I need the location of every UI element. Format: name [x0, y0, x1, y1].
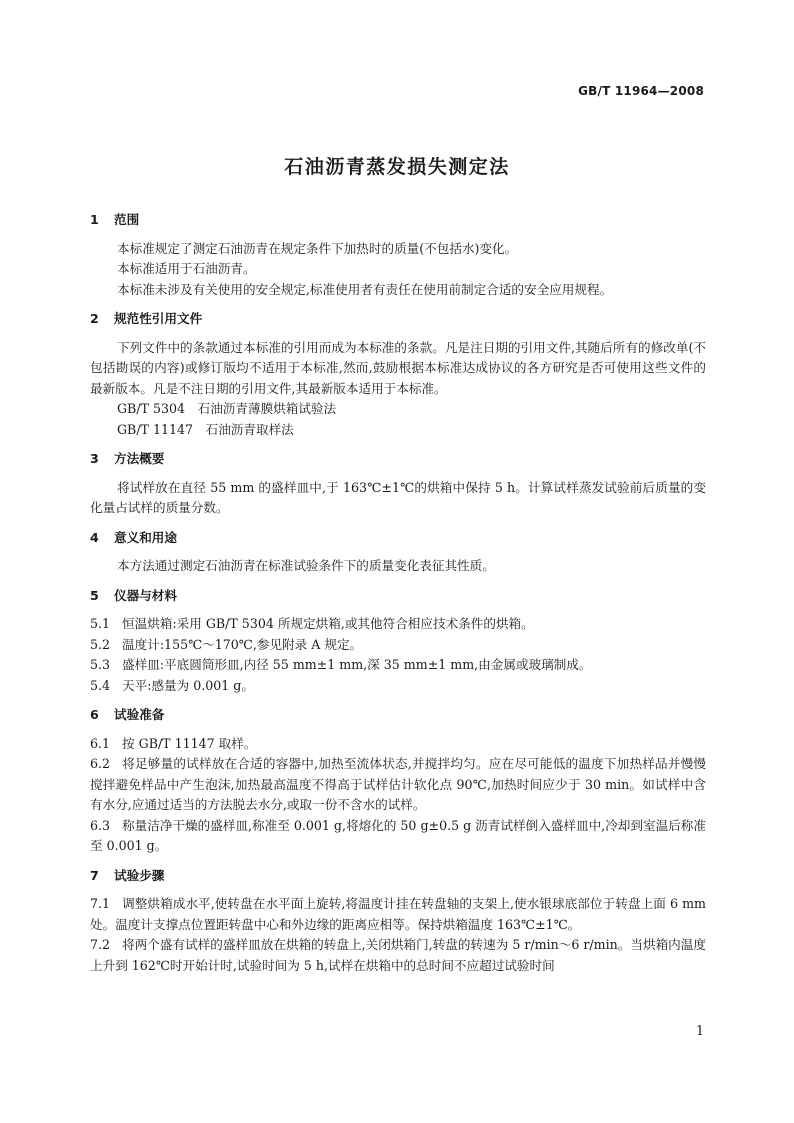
clause-text: 调整烘箱成水平,使转盘在水平面上旋转,将温度计挂在转盘轴的支架上,使水银球底部位于转盘上面 6 mm 处。温度计支撑点位置距转盘中心和外边缘的距离应相等。保持烘箱温度 163℃±1℃。	[90, 896, 706, 932]
clause-text: 按 GB/T 11147 取样。	[122, 735, 257, 751]
section-title: 试验准备	[114, 707, 165, 722]
clause	[90, 614, 706, 635]
section-heading	[90, 705, 706, 726]
clause-number: 5.3	[90, 657, 111, 672]
section-number: 1	[90, 212, 99, 227]
clause-number: 6.2	[90, 756, 111, 771]
paragraph: 下列文件中的条款通过本标准的引用而成为本标准的条款。凡是注日期的引用文件,其随后所有的修改单(不包括勘误的内容)或修订版均不适用于本标准,然而,鼓励根据本标准达成协议的各方研究是否可使用这些文件的最新版本。凡是不注日期的引用文件,其最新版本适用于本标准。	[90, 339, 706, 396]
clause	[90, 734, 706, 755]
clause-number: 7.1	[90, 896, 111, 911]
clause-number: 5.4	[90, 677, 111, 693]
section-number: 4	[90, 529, 99, 545]
section-number: 2	[90, 311, 99, 326]
document-body	[90, 210, 706, 985]
section-title: 方法概要	[114, 451, 165, 466]
clause-text: 恒温烘箱:采用 GB/T 5304 所规定烘箱,或其他符合相应技术条件的烘箱。	[122, 616, 534, 631]
clause-text: 称量洁净干燥的盛样皿,称准至 0.001 g,将熔化的 50 g±0.5 g 沥青试样倒入盛样皿中,冷却到室温后称准至 0.001 g。	[90, 817, 706, 853]
document-title: 石油沥青蒸发损失测定法	[284, 156, 510, 178]
section-scope	[90, 210, 706, 300]
paragraph: 本标准未涉及有关使用的安全规定,标准使用者有责任在使用前制定合适的安全应用规程。	[117, 281, 613, 297]
section-number: 6	[90, 707, 99, 722]
standard-code: GB/T 11964—2008	[578, 84, 704, 98]
section-preparation	[90, 705, 706, 857]
clause	[90, 754, 706, 816]
clause	[90, 935, 706, 976]
section-title: 范围	[114, 212, 140, 227]
reference-item: GB/T 11147 石油沥青取样法	[117, 421, 294, 437]
paragraph: 本方法通过测定石油沥青在标准试验条件下的质量变化表征其性质。	[117, 558, 495, 573]
clause	[90, 816, 706, 857]
paragraph: 将试样放在直径 55 mm 的盛样皿中,于 163℃±1℃的烘箱中保持 5 h。计算试样蒸发试验前后质量的变化量占试样的质量分数。	[90, 479, 706, 515]
paragraph: 本标准适用于石油沥青。	[117, 261, 256, 276]
section-number: 7	[90, 867, 99, 883]
clause	[90, 894, 706, 935]
clause	[90, 635, 706, 656]
reference-item: GB/T 5304 石油沥青薄膜烘箱试验法	[117, 401, 337, 416]
clause-text: 将足够量的试样放在合适的容器中,加热至流体状态,并搅拌均匀。应在尽可能低的温度下加热样品并慢慢搅拌避免样品中产生泡沫,加热最高温度不得高于试样估计软化点 90℃,加热时间应少于 30 min。如试样中含有水分,应通过适当的方法脱去水分,或取一份不含水的试样。	[90, 756, 706, 812]
clause-text: 将两个盛有试样的盛样皿放在烘箱的转盘上,关闭烘箱门,转盘的转速为 5 r/min～6 r/min。当烘箱内温度上升到 162℃时开始计时,试验时间为 5 h,试样在烘箱中的总时间不应超过试验时间	[90, 937, 706, 973]
section-heading	[90, 528, 706, 549]
section-heading	[90, 449, 706, 470]
section-method-summary	[90, 449, 706, 519]
section-heading	[90, 586, 706, 607]
clause	[90, 655, 706, 676]
section-normative-references	[90, 309, 706, 440]
section-title: 规范性引用文件	[114, 311, 203, 326]
clause-number: 5.2	[90, 636, 111, 652]
section-number: 3	[90, 451, 99, 466]
clause-number: 7.2	[90, 937, 111, 952]
clause	[90, 676, 706, 697]
page-number: 1	[695, 1023, 704, 1038]
section-number: 5	[90, 587, 99, 603]
clause-number: 6.1	[90, 735, 111, 751]
clause-text: 温度计:155℃～170℃,参见附录 A 规定。	[122, 636, 363, 652]
section-apparatus	[90, 586, 706, 697]
section-procedure	[90, 866, 706, 977]
section-title: 意义和用途	[114, 529, 177, 545]
section-heading	[90, 866, 706, 887]
section-heading	[90, 210, 706, 231]
section-title: 仪器与材料	[114, 587, 177, 603]
paragraph: 本标准规定了测定石油沥青在规定条件下加热时的质量(不包括水)变化。	[117, 240, 518, 256]
section-title: 试验步骤	[114, 867, 165, 883]
clause-text: 天平:感量为 0.001 g。	[122, 677, 254, 693]
clause-number: 6.3	[90, 817, 111, 833]
section-significance	[90, 528, 706, 577]
clause-text: 盛样皿:平底圆筒形皿,内径 55 mm±1 mm,深 35 mm±1 mm,由金属或玻璃制成。	[122, 657, 592, 672]
clause-number: 5.1	[90, 616, 111, 631]
section-heading	[90, 309, 706, 330]
